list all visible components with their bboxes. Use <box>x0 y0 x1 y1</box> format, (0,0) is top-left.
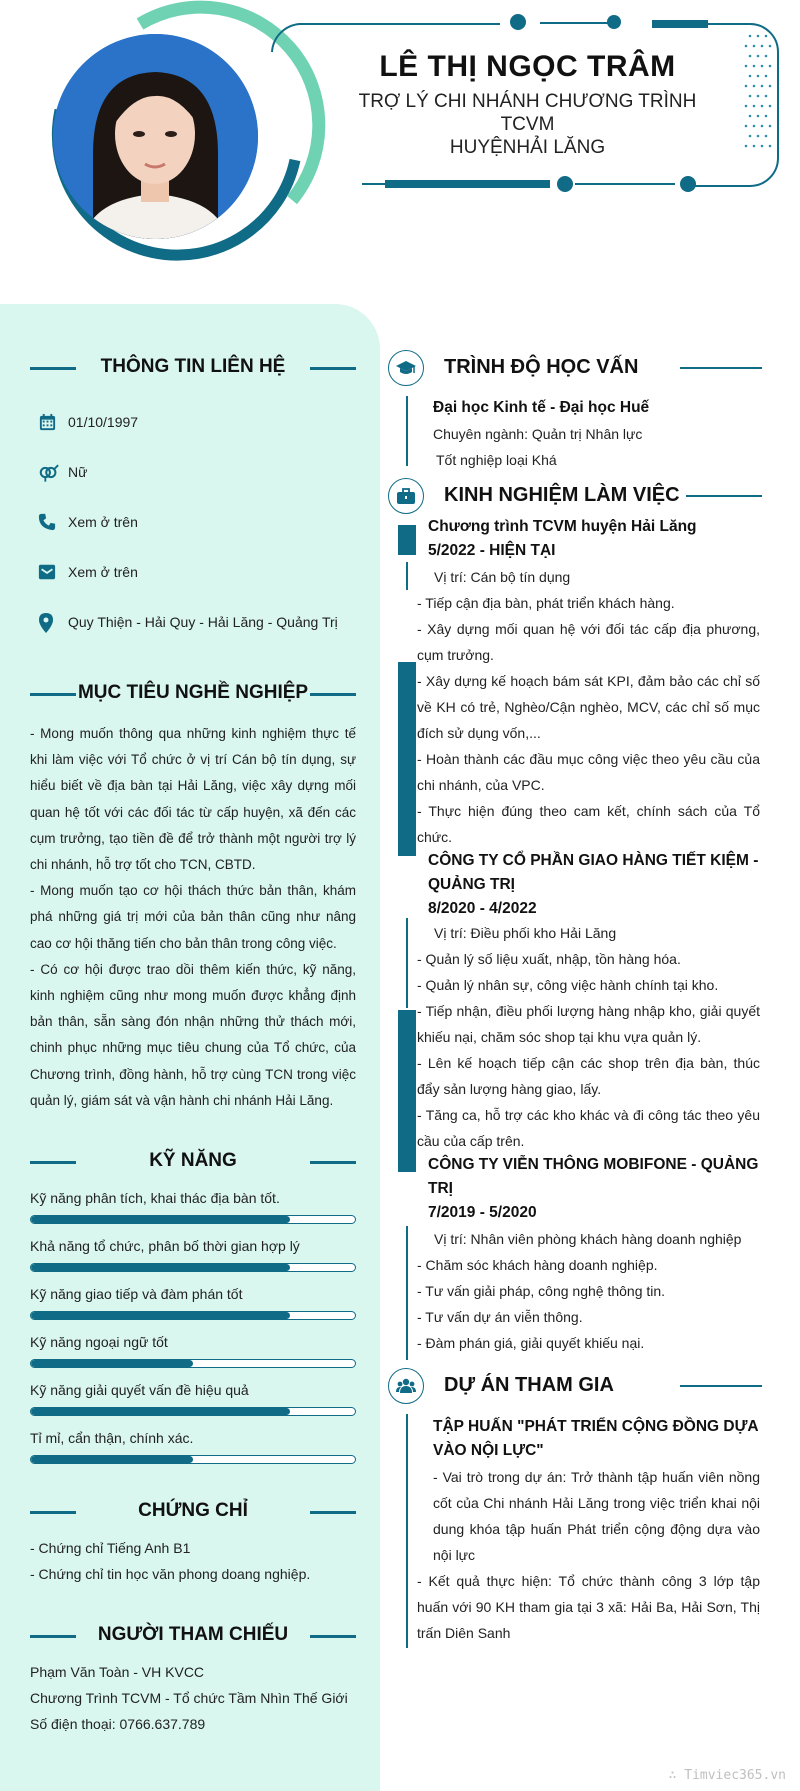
experience-timeline <box>406 1226 408 1360</box>
certificates-heading: CHỨNG CHỈ <box>30 1498 356 1526</box>
job-period: 5/2022 - HIỆN TẠI <box>428 542 556 559</box>
job-duty: - Xây dựng kế hoạch bám sát KPI, đảm bảo các chỉ số về KH có trẻ, Nghèo/Cận nghèo, MCV, các chỉ số mục đích sử dụng vốn,... <box>417 673 760 741</box>
job-duty: - Chăm sóc khách hàng doanh nghiệp. <box>417 1257 658 1273</box>
experience-marker <box>398 525 416 555</box>
objective-paragraph: - Mong muốn thông qua những kinh nghiệm thực tế khi làm việc với Tổ chức ở vị trí Cán bộ tín dụng, sự hiểu biết về địa bàn tại Hải Lăng, việc xây dựng mối quan hệ tốt với các đối tác từ cấp huyện, xã đến các cụm trưởng, tạo tiền đề để trở thành một người trợ lý chi nhánh, hỗ trợ tốt cho TCN, CBTD. <box>30 726 356 873</box>
experience-marker <box>398 1010 416 1172</box>
gender-icon <box>38 463 60 482</box>
reference-item: Phạm Văn Toàn - VH KVCC <box>30 1664 205 1680</box>
job-duty: - Tiếp cận địa bàn, phát triển khách hàng. <box>417 595 675 611</box>
job-duties <box>417 1252 760 1356</box>
job-company: QUẢNG TRỊ <box>428 876 515 893</box>
job-company: Chương trình TCVM huyện Hải Lăng <box>428 518 697 535</box>
job-duty: - Quản lý số liệu xuất, nhập, tồn hàng hóa. <box>417 951 681 967</box>
skills-heading: KỸ NĂNG <box>30 1148 356 1176</box>
contact-heading: THÔNG TIN LIÊN HỆ <box>30 354 356 382</box>
job-duties <box>417 946 760 1154</box>
objective-paragraph: - Mong muốn tạo cơ hội thách thức bản thân, khám phá những giá trị mới của bản thân cũng như nâng cao cơ hội thăng tiến cho bản thân trong công việc. <box>30 883 356 951</box>
skill-item: Tỉ mỉ, cẩn thận, chính xác. <box>30 1430 356 1470</box>
education-heading: TRÌNH ĐỘ HỌC VẤN <box>388 350 762 386</box>
calendar-icon <box>38 413 57 432</box>
project-title: VÀO NỘI LỰC" <box>433 1442 544 1459</box>
skill-bar <box>30 1215 356 1224</box>
projects-timeline <box>406 1414 408 1648</box>
graduation-cap-icon <box>396 358 416 378</box>
users-icon <box>396 1376 416 1396</box>
job-duty: - Tư vấn dự án viễn thông. <box>417 1309 583 1325</box>
job-title-line-2: HUYỆNHẢI LĂNG <box>449 137 606 158</box>
job-company: CÔNG TY CỔ PHẦN GIAO HÀNG TIẾT KIỆM - <box>428 852 759 869</box>
education-timeline <box>406 396 408 466</box>
skill-bar <box>30 1311 356 1320</box>
job-duty: - Thực hiện đúng theo cam kết, chính sách của Tổ chức. <box>417 803 760 845</box>
project-role: - Vai trò trong dự án: Trở thành tập huấn viên nồng cốt của Chi nhánh Hải Lăng trong việc triển khai nội dung khóa tập huấn Phát triển cộng động dựa vào nội lực <box>433 1469 760 1563</box>
references-heading: NGƯỜI THAM CHIẾU <box>30 1622 356 1650</box>
job-duty: - Hoàn thành các đầu mục công việc theo yêu cầu của chi nhánh, của VPC. <box>417 751 760 793</box>
experience-marker <box>398 662 416 856</box>
certificate-item: - Chứng chỉ tin học văn phong doang nghiệp. <box>30 1566 311 1582</box>
job-title-line-1: TRỢ LÝ CHI NHÁNH CHƯƠNG TRÌNH TCVM <box>358 91 697 135</box>
reference-item: Chương Trình TCVM - Tổ chức Tầm Nhìn Thế Giới <box>30 1690 348 1706</box>
candidate-name: LÊ THỊ NGỌC TRÂM <box>379 50 676 83</box>
skill-item: Kỹ năng giao tiếp và đàm phán tốt <box>30 1286 356 1326</box>
job-company: CÔNG TY VIỄN THÔNG MOBIFONE - QUẢNG <box>428 1156 759 1173</box>
email-icon <box>38 563 56 581</box>
experience-timeline <box>406 562 408 590</box>
phone-icon <box>38 513 56 531</box>
objective-paragraph: - Có cơ hội được trao dồi thêm kiến thức, kỹ năng, kinh nghiệm cũng như mong muốn được khẳng định bản thân, sẵn sàng đón nhận những thử thách mới, chinh phục những mục tiêu chung của Tổ chức, của Chương trình, đồng hành, hỗ trợ cùng TCN trong việc quản lý, giám sát và vận hành chi nhánh Hải Lăng. <box>30 961 356 1108</box>
education-school: Đại học Kinh tế - Đại học Huế <box>433 399 650 416</box>
job-period: 8/2020 - 4/2022 <box>428 900 537 917</box>
job-position: Vị trí: Nhân viên phòng khách hàng doanh nghiệp <box>434 1231 742 1247</box>
project-result: - Kết quả thực hiện: Tổ chức thành công 3 lớp tập huấn với 90 KH tham gia tại 3 xã: Hải Ba, Hải Sơn, Thị trấn Diên Sanh <box>417 1573 760 1641</box>
job-duty: - Đàm phán giá, giải quyết khiếu nại. <box>417 1335 645 1351</box>
job-period: 7/2019 - 5/2020 <box>428 1204 537 1221</box>
objective-text <box>30 721 356 1114</box>
location-icon <box>38 613 54 633</box>
job-duty: - Tư vấn giải pháp, công nghệ thông tin. <box>417 1283 666 1299</box>
projects-heading: DỰ ÁN THAM GIA <box>388 1368 762 1404</box>
job-duty: - Xây dựng mối quan hệ với đối tác cấp địa phương, cụm trưởng. <box>417 621 760 663</box>
education-major: Chuyên ngành: Quản trị Nhân lực <box>433 426 643 442</box>
reference-item: Số điện thoại: 0766.637.789 <box>30 1716 206 1732</box>
job-duty: - Lên kế hoạch tiếp cận các shop trên địa bàn, thúc đẩy sản lượng hàng giao, lấy. <box>417 1055 760 1097</box>
skill-bar <box>30 1263 356 1272</box>
job-position: Vị trí: Cán bộ tín dụng <box>434 569 571 585</box>
job-duty: - Tăng ca, hỗ trợ các kho khác và đi công tác theo yêu cầu của cấp trên. <box>417 1107 760 1149</box>
project-title: TẬP HUẤN "PHÁT TRIỂN CỘNG ĐỒNG DỰA <box>433 1418 759 1435</box>
skill-item: Kỹ năng giải quyết vấn đề hiệu quả <box>30 1382 356 1422</box>
avatar <box>53 34 258 239</box>
objective-heading: MỤC TIÊU NGHỀ NGHIỆP <box>30 680 356 708</box>
job-duty: - Tiếp nhận, điều phối lượng hàng nhập kho, giải quyết khiếu nại, chăm sóc shop tại khu vựa quản lý. <box>417 1003 760 1045</box>
job-title <box>335 90 720 159</box>
job-duty: - Quản lý nhân sự, công việc hành chính tại kho. <box>417 977 719 993</box>
experience-timeline <box>406 918 408 1008</box>
skill-item: Kỹ năng ngoại ngữ tốt <box>30 1334 356 1374</box>
skill-item: Khả năng tổ chức, phân bố thời gian hợp lý <box>30 1238 356 1278</box>
job-company: TRỊ <box>428 1180 453 1197</box>
briefcase-icon <box>396 486 416 506</box>
education-grade: Tốt nghiệp loại Khá <box>436 452 557 468</box>
experience-heading: KINH NGHIỆM LÀM VIỆC <box>388 478 762 514</box>
watermark: ∴ Timviec365.vn <box>668 1768 786 1783</box>
certificate-item: - Chứng chỉ Tiếng Anh B1 <box>30 1540 191 1556</box>
skill-bar <box>30 1455 356 1464</box>
skill-item: Kỹ năng phân tích, khai thác địa bàn tốt. <box>30 1190 356 1230</box>
job-position: Vị trí: Điều phối kho Hải Lăng <box>434 925 617 941</box>
job-duties <box>417 590 760 850</box>
skill-bar <box>30 1359 356 1368</box>
skill-bar <box>30 1407 356 1416</box>
